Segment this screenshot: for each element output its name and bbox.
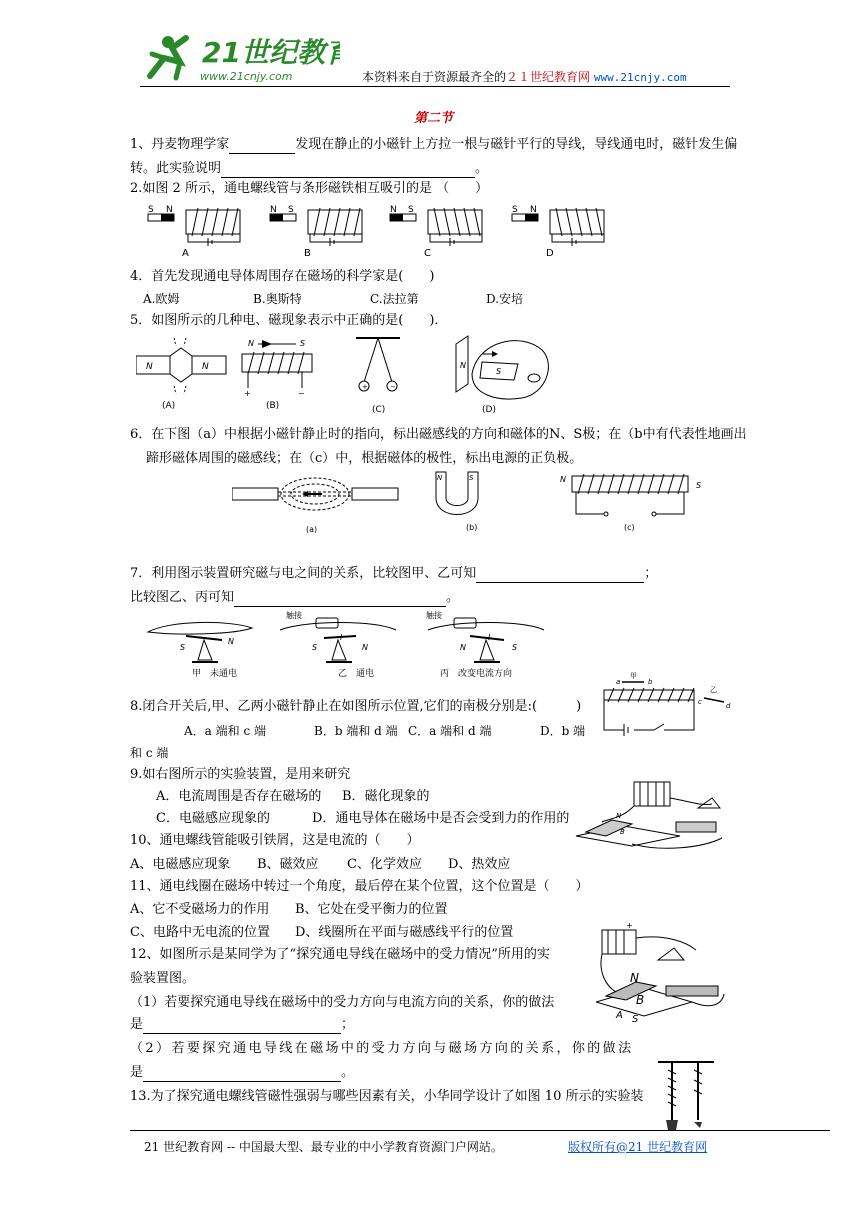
q13-figure: [654, 1060, 718, 1136]
q11-option-b[interactable]: B、它处在受平衡力的位置: [295, 902, 448, 917]
q1-line1: [130, 136, 737, 154]
svg-text:N: N: [202, 362, 209, 372]
svg-text:S: S: [469, 474, 474, 482]
svg-text:+: +: [626, 922, 633, 930]
q7-blank-1[interactable]: [476, 568, 644, 583]
header-source-prefix: 本资料来自于资源最齐全的: [362, 70, 507, 84]
q10-option-b[interactable]: B、磁效应: [257, 857, 319, 872]
q2-figure: [140, 200, 620, 260]
svg-text:c: c: [698, 698, 702, 706]
svg-text:N: N: [616, 812, 622, 820]
q7-contact-yi: 触接: [286, 611, 302, 620]
q2-text: 2.如图 2 所示，通电螺线管与条形磁铁相互吸引的是 （ ）: [130, 181, 489, 196]
svg-text:S: S: [696, 481, 702, 490]
svg-text:+: +: [244, 389, 251, 398]
q7-caption-bing: 丙 改变电流方向: [440, 669, 513, 679]
svg-text:S: S: [288, 205, 294, 215]
q1-text-a: 1、丹麦物理学家: [130, 137, 230, 152]
runner-logo-icon: [140, 28, 340, 86]
q11-option-a[interactable]: A、它不受磁场力的作用: [130, 902, 270, 917]
svg-text:N: N: [530, 205, 537, 215]
q4-option-a[interactable]: A.欧姆: [143, 292, 180, 306]
q7-text-2: 比较图乙、丙可知: [130, 590, 235, 605]
q10-option-a[interactable]: A、电磁感应现象: [130, 857, 231, 872]
svg-text:甲: 甲: [630, 672, 637, 680]
q5-figure-a: [136, 338, 226, 394]
q1-text-b: 发现在静止的小磁针上方拉一根与磁针平行的导线，导线通电时，磁针发生偏: [295, 137, 738, 152]
q12-part1-is: 是: [130, 1017, 144, 1032]
svg-text:N: N: [166, 205, 173, 215]
q2-label-a: A: [182, 248, 189, 259]
q1-line2: [130, 160, 488, 178]
svg-text:I: I: [488, 633, 491, 642]
q11-option-c[interactable]: C、电路中无电流的位置: [130, 925, 270, 940]
q4-option-b[interactable]: B.奥斯特: [253, 292, 302, 306]
svg-text:N: N: [270, 205, 277, 215]
q12-part2-is: 是: [130, 1065, 144, 1080]
q8-option-c[interactable]: C．a 端和 d 端: [408, 724, 492, 738]
q8-text: 8.闭合开关后,甲、乙两小磁针静止在如图所示位置,它们的南极分别是:( ): [130, 699, 582, 714]
q4-option-d[interactable]: D.安培: [486, 292, 524, 306]
q5-label-b: (B): [266, 401, 280, 411]
header-logo: [140, 28, 340, 86]
svg-text:a: a: [616, 678, 621, 686]
svg-text:N: N: [460, 643, 466, 652]
q5-figure: [136, 334, 556, 418]
svg-text:B: B: [636, 993, 645, 1007]
q12-part2-end: 。: [341, 1065, 355, 1080]
svg-text:N: N: [390, 205, 397, 215]
q7-figure-bing: [426, 610, 544, 662]
q2-label-b: B: [304, 248, 311, 259]
footer-right-link[interactable]: 版权所有@21 世纪教育网: [568, 1140, 708, 1154]
q7-figure-yi: [280, 610, 396, 662]
q2-solenoid-c: [390, 205, 482, 246]
svg-text:d: d: [726, 702, 731, 710]
q5-figure-c: [356, 338, 400, 391]
q5-label-c: (C): [372, 405, 386, 415]
q9-option-d[interactable]: D．通电导体在磁场中是否会受到力的作用的: [312, 811, 570, 826]
svg-text:S: S: [148, 205, 154, 215]
svg-text:S: S: [312, 643, 318, 652]
header-source-site[interactable]: ２１世纪教育网: [506, 70, 591, 84]
q7-blank-2[interactable]: [234, 592, 446, 607]
q7-text-1: 7．利用图示装置研究磁与电之间的关系，比较图甲、乙可知: [130, 566, 477, 581]
q8-option-b[interactable]: B．b 端和 d 端: [314, 724, 398, 738]
svg-text:B: B: [620, 828, 625, 836]
header-source: [362, 68, 687, 87]
q10-option-c[interactable]: C、化学效应: [347, 857, 422, 872]
q5-text: 5．如图所示的几种电、磁现象表示中正确的是( )．: [130, 313, 448, 328]
q7-text-1-end: ；: [644, 566, 658, 581]
q1-text-d: 。: [475, 161, 489, 176]
svg-text:www.21cnjy.com: www.21cnjy.com: [200, 70, 293, 83]
svg-text:I: I: [340, 633, 343, 642]
q5-figure-b: [242, 339, 312, 398]
q9-option-b[interactable]: B．磁化现象的: [342, 789, 430, 804]
q12-figure: [596, 922, 732, 1032]
q9-option-a[interactable]: A．电流周围是否存在磁场的: [156, 789, 322, 804]
q7-text-2-end: 。: [446, 590, 460, 605]
q8-option-a[interactable]: A．a 端和 c 端: [184, 724, 266, 738]
q5-figure-d: [456, 336, 548, 399]
q6-label-c: (c): [624, 523, 635, 532]
svg-text:S: S: [632, 1014, 639, 1025]
q6-figure-b: [436, 472, 478, 515]
q5-label-d: (D): [482, 405, 496, 415]
svg-text:N: N: [460, 361, 466, 370]
q7-contact-bing: 触接: [426, 611, 442, 620]
q6-figure-a: [232, 478, 398, 510]
header-source-url[interactable]: www.21cnjy.com: [593, 71, 687, 84]
q12-part2-answer: [130, 1064, 354, 1082]
q7-line1: [130, 565, 657, 583]
q12-line1: 12、如图所示是某同学为了“探究通电导线在磁场中的受力情况”所用的实: [130, 947, 550, 962]
svg-text:N: N: [146, 362, 153, 372]
q6-label-b: (b): [466, 523, 478, 532]
q1-blank-2[interactable]: [221, 163, 475, 178]
q12-blank-2[interactable]: [143, 1067, 341, 1082]
footer-left: 21 世纪教育网 -- 中国最大型、最专业的中小学教育资源门户网站。: [144, 1140, 503, 1154]
q12-blank-1[interactable]: [143, 1019, 341, 1034]
svg-text:N: N: [630, 971, 639, 985]
q12-part1-end: ；: [341, 1017, 355, 1032]
q12-line2: 验装置图。: [130, 971, 196, 986]
svg-text:−: −: [298, 389, 305, 398]
svg-text:S: S: [408, 205, 414, 215]
q9-figure: [572, 778, 732, 860]
svg-text:+: +: [362, 383, 368, 391]
q8-option-d-cont: 和 c 端: [130, 746, 169, 760]
svg-text:N: N: [560, 475, 566, 484]
section-title: 第二节: [414, 111, 454, 126]
q4-option-c[interactable]: C.法拉第: [370, 292, 419, 306]
q6-figure: [232, 468, 702, 540]
svg-text:N: N: [362, 643, 368, 652]
q6-label-a: (a): [306, 525, 318, 534]
q2-label-d: D: [546, 248, 554, 259]
q7-caption-jia: 甲 未通电: [192, 669, 238, 679]
q2-solenoid-a: [148, 205, 240, 246]
q12-part1: （1）若要探究通电导线在磁场中的受力方向与电流方向的关系，你的做法: [130, 995, 555, 1010]
q6-line1: 6．在下图（a）中根据小磁针静止时的指向，标出磁感线的方向和磁体的N、S极；在（b中有代表性地画出: [130, 427, 747, 442]
svg-text:A: A: [616, 1010, 623, 1021]
q10-text: 10、通电螺线管能吸引铁屑，这是电流的（ ）: [130, 833, 420, 848]
q12-part2: （2）若要探究通电导线在磁场中的受力方向与磁场方向的关系，你的做法: [130, 1041, 634, 1056]
q7-figure-jia: [148, 622, 252, 662]
svg-text:乙: 乙: [710, 686, 717, 694]
svg-text:S: S: [180, 643, 186, 652]
q6-line2: 蹄形磁体周围的磁感线；在（c）中，根据磁体的极性，标出电源的正负极。: [146, 451, 583, 466]
q7-caption-yi: 乙 通电: [338, 669, 375, 679]
svg-text:−: −: [390, 383, 396, 391]
svg-text:S: S: [512, 205, 518, 215]
q7-line2: [130, 589, 459, 607]
q1-text-c: 转。此实验说明: [130, 161, 222, 176]
q8-option-d[interactable]: D．b 端: [540, 724, 586, 738]
q12-part1-answer: [130, 1016, 354, 1034]
q7-figure: [140, 610, 560, 682]
svg-text:21世纪教育: 21世纪教育: [202, 36, 340, 69]
svg-text:S: S: [300, 339, 306, 348]
svg-text:S: S: [512, 643, 518, 652]
q9-text: 9.如右图所示的实验装置，是用来研究: [130, 767, 351, 782]
q5-label-a: (A): [162, 401, 176, 411]
q13-text: 13.为了探究通电螺线管磁性强弱与哪些因素有关，小华同学设计了如图 10 所示的实验装: [130, 1089, 644, 1104]
q8-figure: [594, 672, 734, 744]
q11-text: 11、通电线圈在磁场中转过一个角度，最后停在某个位置，这个位置是（ ）: [130, 879, 589, 894]
q11-option-d[interactable]: D、线圈所在平面与磁感线平行的位置: [295, 925, 514, 940]
q6-figure-c: [560, 474, 701, 516]
q4-text: 4．首先发现通电导体周围存在磁场的科学家是( ): [130, 269, 435, 284]
svg-text:b: b: [648, 678, 653, 686]
svg-text:N: N: [248, 339, 254, 348]
svg-text:S: S: [496, 367, 502, 376]
footer-divider: [130, 1130, 830, 1131]
q2-solenoid-b: [270, 205, 362, 246]
svg-text:N: N: [228, 637, 234, 646]
svg-text:N: N: [437, 474, 443, 482]
q1-blank-1[interactable]: [229, 139, 295, 154]
q10-option-d[interactable]: D、热效应: [448, 857, 511, 872]
q2-label-c: C: [424, 248, 431, 259]
header-divider: [140, 86, 730, 87]
q2-solenoid-d: [512, 205, 604, 246]
q9-option-c[interactable]: C．电磁感应现象的: [156, 811, 270, 826]
